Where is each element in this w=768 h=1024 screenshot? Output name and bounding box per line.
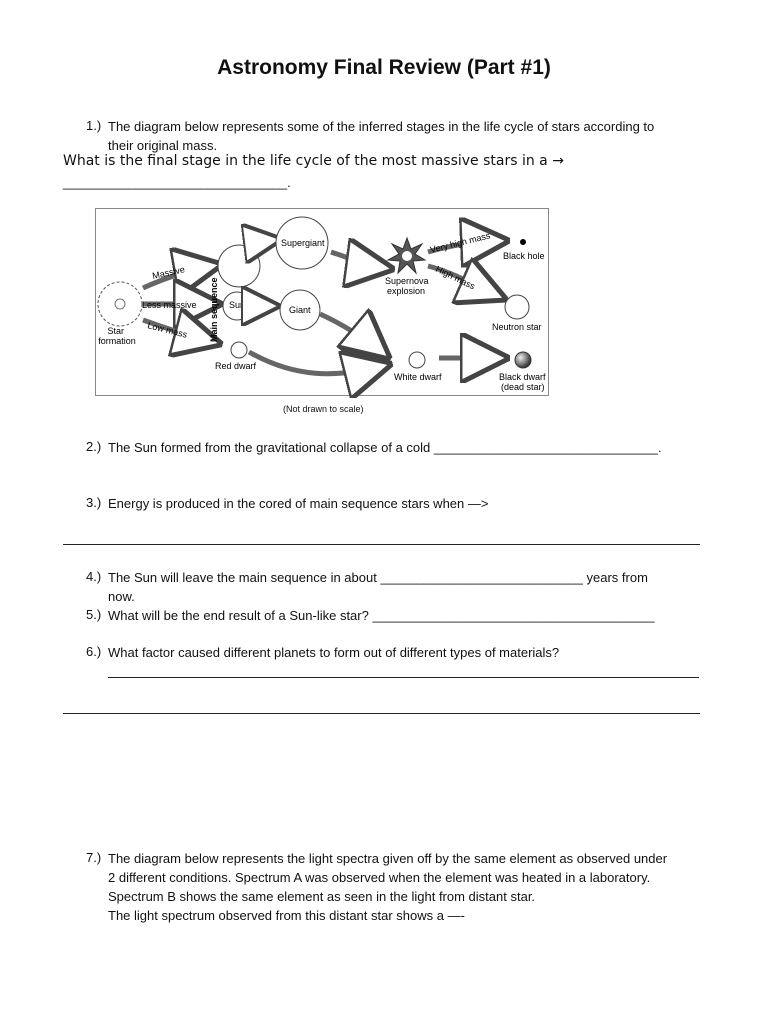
question-7-text: The diagram below represents the light spectra given off by the same element as observed under 2 different conditions. Spectrum A was observed when the element was heated in a laboratory. Spectrum B shows the same element as seen in the light from distant star. The light spectrum observed from this distant star shows a —- [108, 851, 668, 923]
black-hole-label: Black hole [503, 251, 545, 261]
less-massive-label: Less massive [142, 300, 197, 310]
question-3-text: Energy is produced in the cored of main sequence stars when —> [108, 496, 489, 511]
diagram-caption: (Not drawn to scale) [283, 404, 364, 414]
star-formation-label: Star formation [98, 326, 136, 346]
question-prompt: What is the final stage in the life cycle of the most massive stars in a → [63, 153, 564, 169]
red-dwarf-star [231, 342, 247, 358]
white-dwarf-label: White dwarf [394, 372, 442, 382]
black-hole-dot [520, 239, 526, 245]
question-number: 5.) [86, 607, 102, 622]
low-mass-label: Low mass [146, 320, 189, 340]
neutron-star [505, 295, 529, 319]
question-text: The diagram below represents some of the inferred stages in the life cycle of stars according to their original mass. [108, 119, 655, 153]
question-number: 7.) [86, 850, 102, 865]
giant-label: Giant [289, 305, 311, 315]
massive-star [218, 245, 260, 287]
question-2-text[interactable]: The Sun formed from the gravitational collapse of a cold _______________________________. [108, 440, 662, 455]
question-number: 3.) [86, 495, 102, 510]
answer-line[interactable] [63, 544, 700, 545]
high-mass-label: High mass [434, 263, 477, 292]
supergiant-label: Supergiant [281, 238, 325, 248]
question-4-text[interactable]: The Sun will leave the main sequence in about ____________________________ years from now. [108, 570, 648, 604]
black-dwarf-label: Black dwarf (dead star) [499, 372, 546, 392]
sun-label: Sun [229, 300, 246, 310]
question-6-text: What factor caused different planets to form out of different types of materials? [108, 645, 560, 660]
question-number: 6.) [86, 644, 102, 659]
page-title: Astronomy Final Review (Part #1) [217, 56, 551, 79]
supernova-label: Supernova explosion [385, 276, 429, 296]
massive-label: Massive [151, 264, 186, 281]
supernova-core [402, 251, 412, 261]
answer-line[interactable] [108, 677, 699, 678]
black-dwarf-star [515, 352, 531, 368]
star-life-cycle-diagram [95, 208, 550, 398]
answer-blank[interactable]: _______________________________. [63, 175, 291, 190]
very-high-mass-label: Very high mass [429, 230, 492, 255]
main-sequence-label: Main sequence [209, 277, 219, 342]
question-number: 2.) [86, 439, 102, 454]
question-number: 4.) [86, 569, 102, 584]
answer-line[interactable] [63, 713, 700, 714]
question-5-text[interactable]: What will be the end result of a Sun-like star? _______________________________________ [108, 608, 655, 623]
red-dwarf-label: Red dwarf [215, 361, 257, 371]
question-number: 1.) [86, 118, 102, 133]
white-dwarf-star [409, 352, 425, 368]
neutron-star-label: Neutron star [492, 322, 542, 332]
